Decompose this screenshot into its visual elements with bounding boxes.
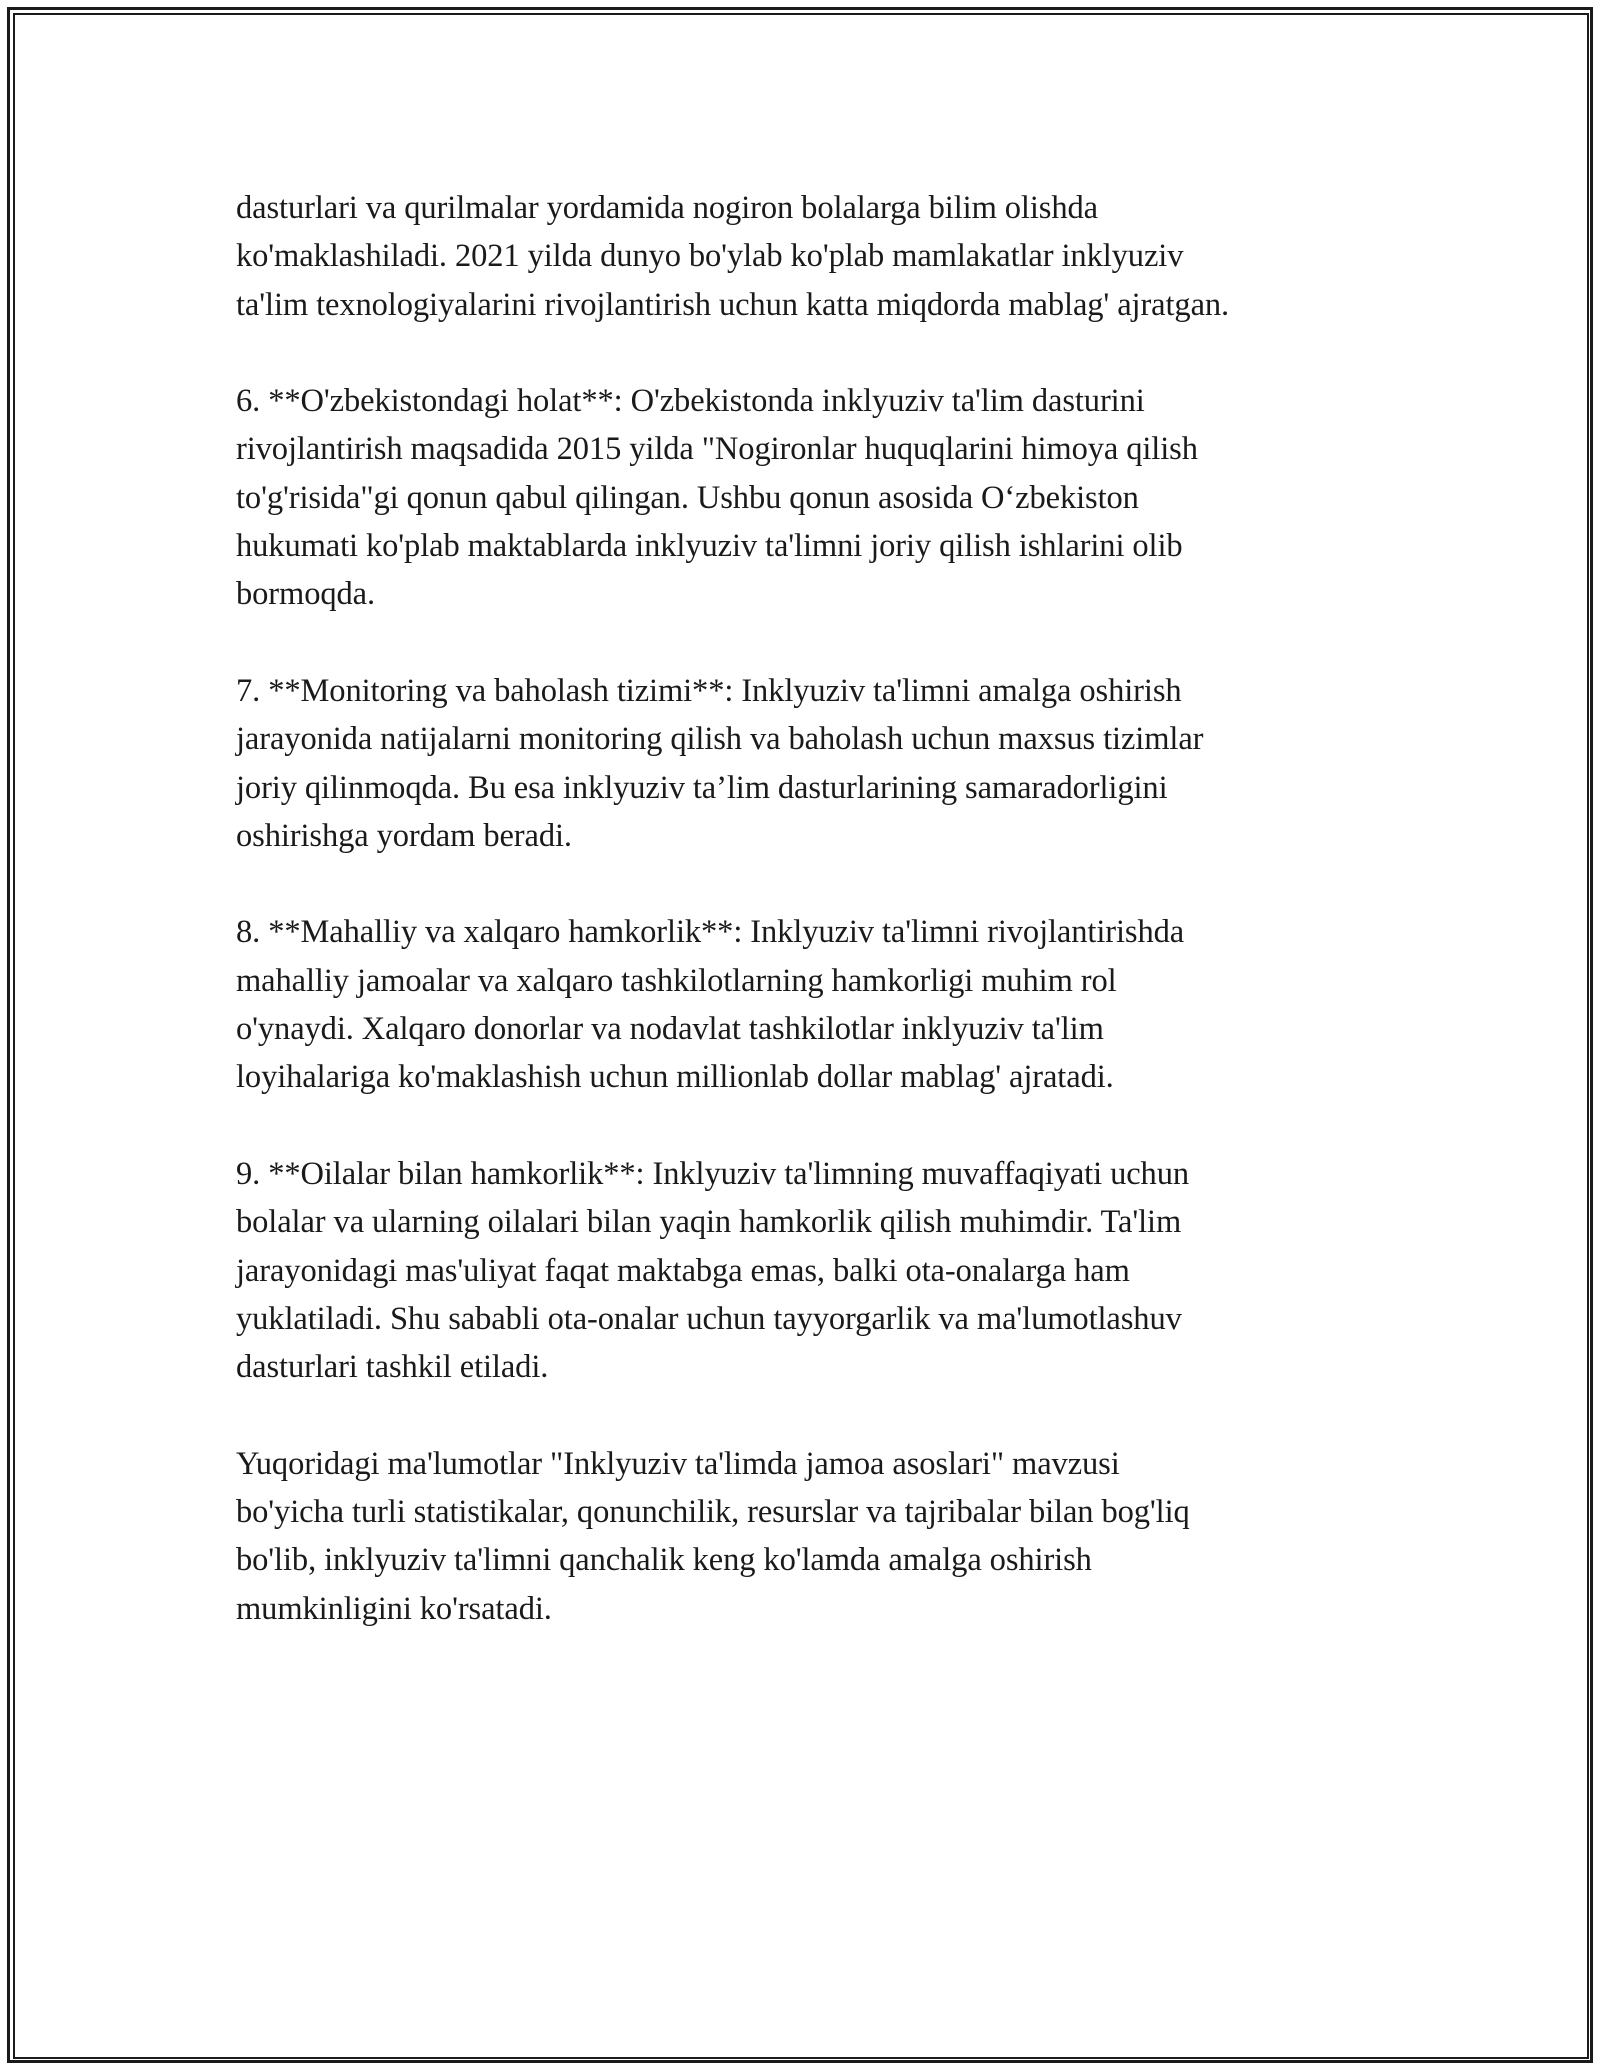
document-body <box>236 184 1376 1681</box>
paragraph-conclusion <box>236 1440 1376 1633</box>
text-line: 6. **O'zbekistondagi holat**: O'zbekistonda inklyuziv ta'lim dasturini <box>236 383 1145 420</box>
text-line: 8. **Mahalliy va xalqaro hamkorlik**: Inklyuziv ta'limni rivojlantirishda <box>236 914 1185 951</box>
text-line: bo'lib, inklyuziv ta'limni qanchalik keng ko'lamda amalga oshirish <box>236 1542 1092 1579</box>
text-line: bo'yicha turli statistikalar, qonunchilik, resurslar va tajribalar bilan bog'liq <box>236 1494 1190 1531</box>
text-line: hukumati ko'plab maktablarda inklyuziv ta'limni joriy qilish ishlarini olib <box>236 528 1183 565</box>
text-line: o'ynaydi. Xalqaro donorlar va nodavlat tashkilotlar inklyuziv ta'lim <box>236 1011 1104 1048</box>
text-line: to'g'risida"gi qonun qabul qilingan. Ushbu qonun asosida O‘zbekiston <box>236 479 1139 516</box>
text-line: joriy qilinmoqda. Bu esa inklyuziv ta’lim dasturlarining samaradorligini <box>236 769 1168 806</box>
paragraph-technology-continued <box>236 184 1376 329</box>
paragraph-item-8 <box>236 908 1376 1101</box>
text-line: bolalar va ularning oilalari bilan yaqin hamkorlik qilish muhimdir. Ta'lim <box>236 1204 1182 1241</box>
text-line: Yuqoridagi ma'lumotlar "Inklyuziv ta'limda jamoa asoslari" mavzusi <box>236 1445 1120 1482</box>
text-line: ta'lim texnologiyalarini rivojlantirish uchun katta miqdorda mablag' ajratgan. <box>236 286 1230 323</box>
text-line: 9. **Oilalar bilan hamkorlik**: Inklyuziv ta'limning muvaffaqiyati uchun <box>236 1155 1189 1192</box>
text-line: mahalliy jamoalar va xalqaro tashkilotlarning hamkorligi muhim rol <box>236 962 1117 999</box>
paragraph-item-7 <box>236 667 1376 860</box>
text-line: jarayonida natijalarni monitoring qilish va baholash uchun maxsus tizimlar <box>236 721 1204 758</box>
text-line: bormoqda. <box>236 576 376 613</box>
text-line: mumkinligini ko'rsatadi. <box>236 1590 552 1627</box>
text-line: loyihalariga ko'maklashish uchun millionlab dollar mablag' ajratadi. <box>236 1059 1114 1096</box>
text-line: rivojlantirish maqsadida 2015 yilda "Nogironlar huquqlarini himoya qilish <box>236 431 1198 468</box>
text-line: dasturlari tashkil etiladi. <box>236 1349 549 1386</box>
text-line: oshirishga yordam beradi. <box>236 817 572 854</box>
text-line: ko'maklashiladi. 2021 yilda dunyo bo'ylab ko'plab mamlakatlar inklyuziv <box>236 238 1184 275</box>
text-line: 7. **Monitoring va baholash tizimi**: Inklyuziv ta'limni amalga oshirish <box>236 672 1182 709</box>
text-line: yuklatiladi. Shu sababli ota-onalar uchun tayyorgarlik va ma'lumotlashuv <box>236 1300 1182 1337</box>
paragraph-item-6 <box>236 377 1376 618</box>
text-line: dasturlari va qurilmalar yordamida nogiron bolalarga bilim olishda <box>236 190 1098 226</box>
paragraph-item-9 <box>236 1150 1376 1391</box>
text-line: jarayonidagi mas'uliyat faqat maktabga emas, balki ota-onalarga ham <box>236 1252 1130 1289</box>
